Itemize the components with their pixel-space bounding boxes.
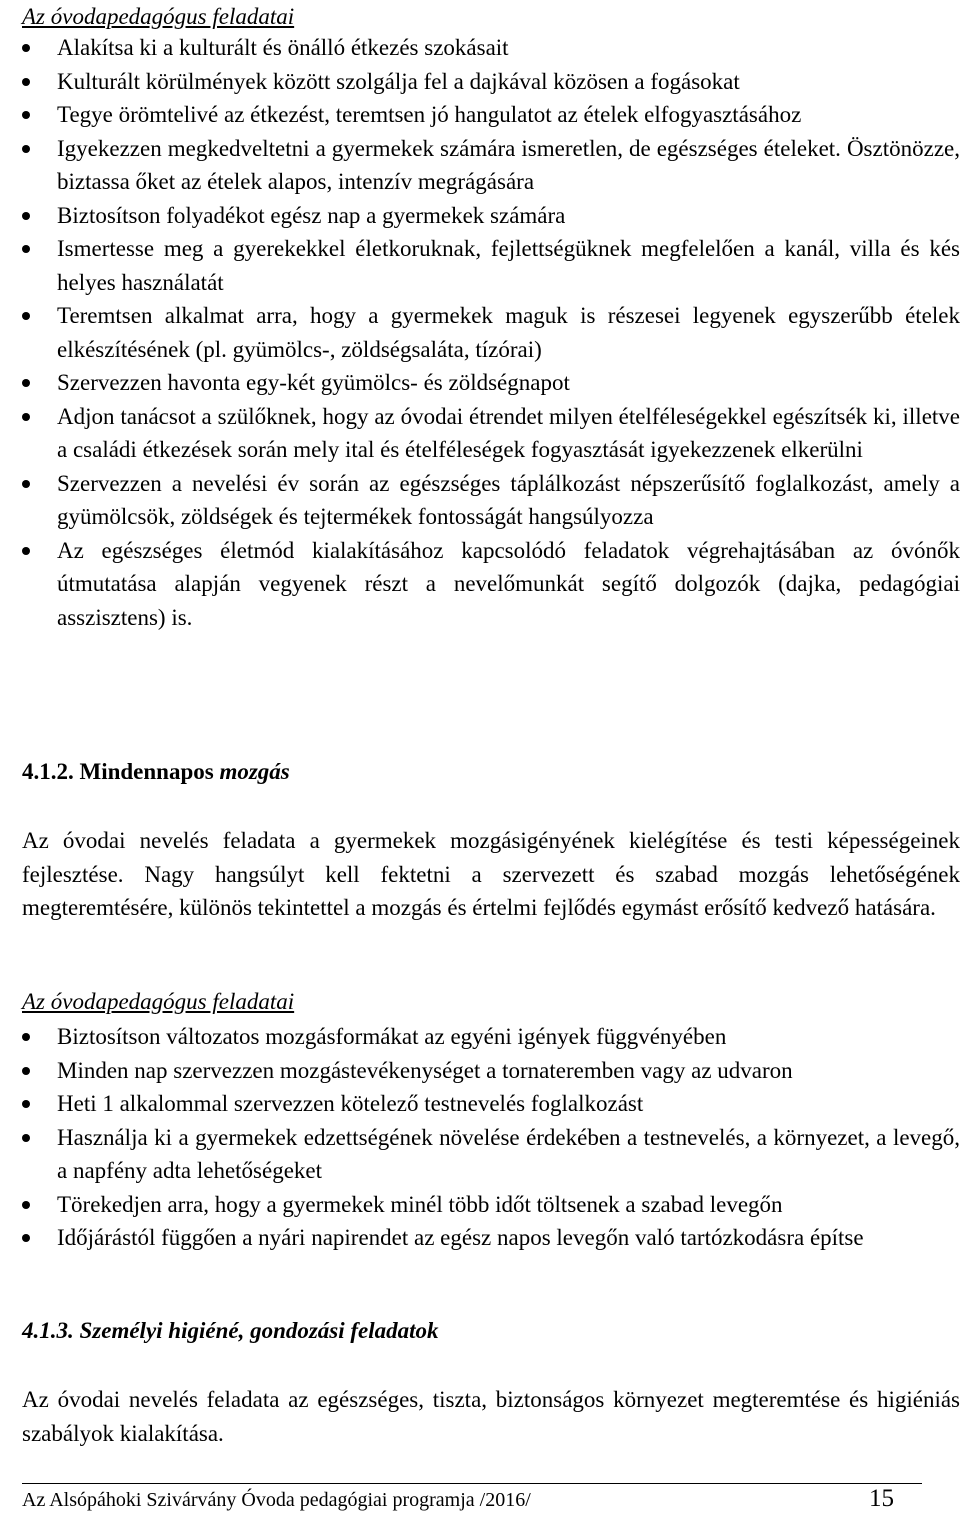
footer-divider — [22, 1483, 922, 1484]
list-item: Teremtsen alkalmat arra, hogy a gyermekek maguk is részesei legyenek egyszerűbb ételek elkészítésének (pl. gyümölcs-, zöldségsaláta, tízórai) — [22, 299, 960, 366]
section-title-mozgas: 4.1.2. Mindennapos mozgás — [22, 759, 290, 784]
bullet-icon — [22, 245, 30, 253]
list-item: Kulturált körülmények között szolgálja fel a dajkával közösen a fogásokat — [22, 65, 960, 99]
list-item: Alakítsa ki a kulturált és önálló étkezés szokásait — [22, 31, 960, 65]
section-paragraph: Az óvodai nevelés feladata a gyermekek mozgásigényének kielégítése és testi képességeinek fejlesztése. Nagy hangsúlyt kell fektetni a szervezett és szabad mozgás lehetőségének megteremtésére, különös tekintettel a mozgás és értelmi fejlődés egymást erősítő kedvező hatására. — [22, 828, 960, 920]
footer-title: Az Alsópáhoki Szivárvány Óvoda pedagógiai programja /2016/ — [22, 1489, 531, 1511]
list-item: Szervezzen havonta egy-két gyümölcs- és zöldségnapot — [22, 366, 960, 400]
list-item: Igyekezzen megkedveltetni a gyermekek számára ismeretlen, de egészséges ételeket. Ösztönözze, biztassa őket az ételek alapos, intenzív megrágására — [22, 132, 960, 199]
bullet-icon — [22, 145, 30, 153]
section-paragraph: Az óvodai nevelés feladata az egészséges, tiszta, biztonságos környezet megteremtése és higiéniás szabályok kialakítása. — [22, 1387, 960, 1446]
bullet-icon — [22, 312, 30, 320]
section-title-higiene: 4.1.3. Személyi higiéné, gondozási feladatok — [22, 1318, 439, 1343]
bullet-icon — [22, 212, 30, 220]
list-item: Az egészséges életmód kialakításához kapcsolódó feladatok végrehajtásában az óvónők útmutatása alapján vegyenek részt a nevelőmunkát segítő dolgozók (dajka, pedagógiai asszisztens) is. — [22, 534, 960, 635]
bullet-icon — [22, 78, 30, 86]
bullet-icon — [22, 379, 30, 387]
bullet-icon — [22, 1201, 30, 1209]
bullet-icon — [22, 547, 30, 555]
list-item: Ismertesse meg a gyerekekkel életkoruknak, fejlettségüknek megfelelően a kanál, villa és kés helyes használatát — [22, 232, 960, 299]
list-item: Biztosítson változatos mozgásformákat az egyéni igények függvényében — [22, 1020, 960, 1054]
bullet-icon — [22, 111, 30, 119]
section-heading: Az óvodapedagógus feladatai — [22, 4, 295, 29]
bullet-icon — [22, 1234, 30, 1242]
list-item: Minden nap szervezzen mozgástevékenységet a tornateremben vagy az udvaron — [22, 1054, 960, 1088]
task-list — [22, 1020, 960, 1255]
list-item: Tegye örömtelivé az étkezést, teremtsen jó hangulatot az ételek elfogyasztásához — [22, 98, 960, 132]
page-footer — [22, 1487, 894, 1517]
section-heading: Az óvodapedagógus feladatai — [22, 989, 295, 1014]
list-item: Szervezzen a nevelési év során az egészséges táplálkozást népszerűsítő foglalkozást, amely a gyümölcsök, zöldségek és tejtermékek fontosságát hangsúlyozza — [22, 467, 960, 534]
task-list — [22, 31, 960, 634]
bullet-icon — [22, 1134, 30, 1142]
list-item: Biztosítson folyadékot egész nap a gyermekek számára — [22, 199, 960, 233]
list-item: Heti 1 alkalommal szervezzen kötelező testnevelés foglalkozást — [22, 1087, 960, 1121]
bullet-icon — [22, 1033, 30, 1041]
bullet-icon — [22, 1067, 30, 1075]
bullet-icon — [22, 44, 30, 52]
list-item: Törekedjen arra, hogy a gyermekek minél több időt töltsenek a szabad levegőn — [22, 1188, 960, 1222]
list-item: Használja ki a gyermekek edzettségének növelése érdekében a testnevelés, a környezet, a levegő, a napfény adta lehetőségeket — [22, 1121, 960, 1188]
bullet-icon — [22, 413, 30, 421]
page-number: 15 — [869, 1485, 894, 1512]
bullet-icon — [22, 1100, 30, 1108]
list-item: Adjon tanácsot a szülőknek, hogy az óvodai étrendet milyen ételféleségekkel egészítsék ki, illetve a családi étkezések során mely ital és ételféleségek fogyasztását igyekezzenek elkerülni — [22, 400, 960, 467]
bullet-icon — [22, 480, 30, 488]
list-item: Időjárástól függően a nyári napirendet az egész napos levegőn való tartózkodásra építse — [22, 1221, 960, 1255]
